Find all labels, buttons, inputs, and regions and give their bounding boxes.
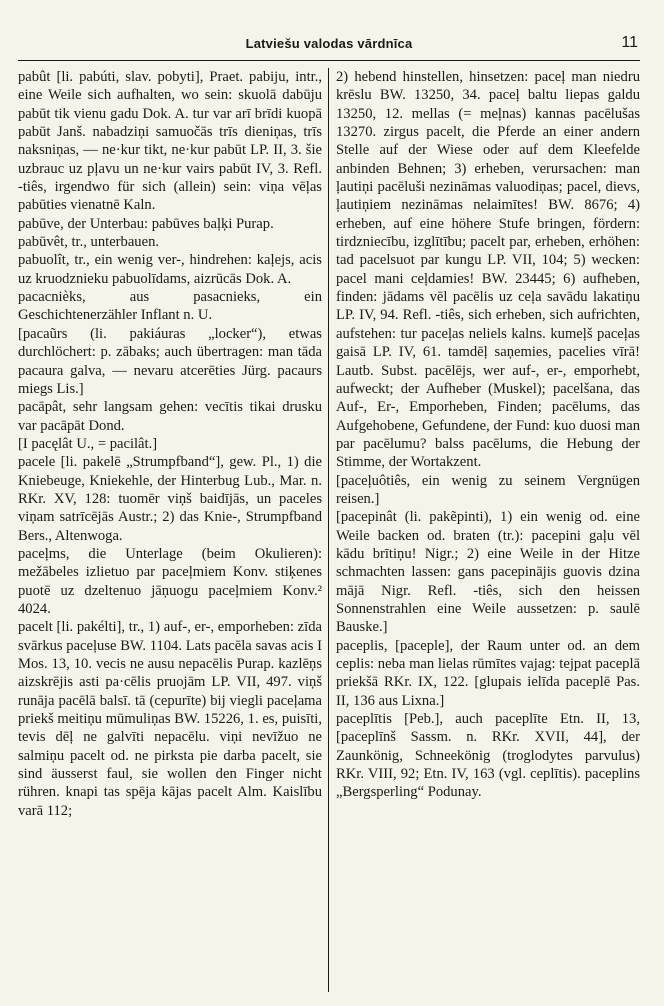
page-header: [18, 34, 640, 61]
entry-pacelt-continued: 2) hebend hinstellen, hinsetzen: paceļ man niedru krēslu BW. 13250, 34. paceļ baltu liepas galdu 13250, 12. mellas (= meļnas) kannas pacēlušas 13270. zirgus pacelt, die Pferde an einer andern Stelle auf der Wiese oder auf dem Kleefelde anbinden Behnen; 3) erheben, verursachen: man ļautiņi pacēluši nezināmas valuodiņas; pacel, dievs, ļautiņiem nezināmas nelaimītes! BW. 8676; 4) erheben, auf eine höhere Stufe bringen, fördern: tirdzniecību, izglītību; pacelt par, erheben, erhöhen: tad pacelsuot par kungu LP. VII, 104; 5) wecken: pacel mani ceļdamies! BW. 23445; 6) aufheben, finden: jādams vēl pacēlis uz ceļa savādu lakatiņu LP. IV, 94. Refl. -tiês, sich erheben, sich aufrichten, aufstehen: tur paceļas neliels kalns. kumeļš paceļas gaisā LP. IV, 61. tamdēļ saņemies, pacelies vīrā! Lautb. Subst. pacēlējs, wer auf-, er-, emporhebt, aufweckt; der Aufheber (Muskel); pacelšana, das Auf-, Er-, Emporheben, Finden; pacēlums, das Aufgehobene, Gefundene, der Fund: kuo duosi man par pacēlumu? balss pacēlums, die Hebung der Stimme, der Wortakzent.: [336, 69, 640, 471]
entry-pacacnieks: pacacnièks, aus pasacnieks, ein Geschichtenerzähler Inflant n. U.: [18, 289, 322, 324]
entry-pabuve: pabūve, der Unterbau: pabūves baļķi Purap.: [18, 215, 274, 232]
columns: [18, 68, 640, 996]
entry-pacelms: paceļms, die Unterlage (beim Okulieren): mežābeles izlietuo par paceļmiem Konv. stiķenes puotē uz dzeltenuo jāņuogu paceļmiem Konv.² 4024.: [18, 545, 322, 617]
page-title: Latviešu valodas vārdnīca: [245, 36, 413, 51]
entry-pacelat: [I pacęlât U., = pacilât.]: [18, 435, 158, 452]
entry-pacapat: pacāpât, sehr langsam gehen: vecītis tikai drusku var pacāpāt Dond.: [18, 399, 322, 434]
entry-pacele: pacele [li. pakelē „Strumpfband“], gew. Pl., 1) die Kniebeuge, Kniekehle, der Hinterbug Lub., Mar. n. RKr. XV, 128: tuomēr viņš baidījās, un paceles viņam satrīcējās Austr.; 2) das Knie-, Strumpfband Bers., Altenwoga.: [18, 454, 322, 544]
entry-pabuvet: pabūvêt, tr., unterbauen.: [18, 234, 160, 251]
entry-paceluoties: [paceļuôtiês, ein wenig zu seinem Vergnügen reisen.]: [336, 472, 640, 507]
left-column: [18, 68, 322, 996]
entry-pabut: pabût [li. pabúti, slav. pobyti], Praet. pabiju, intr., eine Weile sich aufhalten, wo sein: skuolā dabūju pabūt tik vienu gadu Dok. A. tur var arī brīdi kuopā pabūt Janš. nabadziņi samuočās trīs dieniņas, trīs naksniņas, — ne·kur tikt, ne·kur pabūt LP. II, 3. šie uzbrauc uz pļavu un ne·kur vairs pabūt IV, 3. Refl. -tiês, irgendwo für sich (allein) sein: viņa vēļas pabūties vienatnē Kaln.: [18, 69, 322, 214]
entry-paceplitis: paceplītis [Peb.], auch paceplīte Etn. II, 13, [paceplīnš Sassm. n. RKr. XVII, 44], der Zaunkönig, Schneekönig (troglodytes parvulus) RKr. VIII, 92; Etn. IV, 163 (vgl. ceplītis). paceplins „Bergsperling“ Podunay.: [336, 711, 640, 801]
entry-paceplis: paceplis, [paceple], der Raum unter od. an dem ceplis: neba man lielas rūmītes vajag: tejpat paceplā priekšā RKr. IX, 122. [glupais ielīda paceplē Pas. II, 136 aus Lixna.]: [336, 637, 640, 709]
entry-pacelt: pacelt [li. pakélti], tr., 1) auf-, er-, emporheben: zīda svārkus paceļuse BW. 1104. Lats pacēla savas acis I Mos. 13, 10. vecis ne ausu nepacēlis Purap. kazlēņs aizskrējis asti pa·cēlis pruojām LP. VII, 497. viņš runāja pacēlā balsī. tā (cepurīte) bij viegli paceļama priekš meitiņu mūmuliņas BW. 15226, 1. es, puisīti, tevis dēļ ne galvīti nepacēlu. viņi nevīžuo ne salmiņu pacelt od. ne pirksta pie darba pacelt, sie sind äusserst faul, sie wollen den Finger nicht rühren. knapi tas spēja kājas pacelt Alm. Kaislību varā 112;: [18, 619, 322, 819]
entry-pacepinat: [pacepinât (li. pakẽpinti), 1) ein wenig od. eine Weile backen od. braten (tr.): pacepini gaļu vēl kādu brītiņu! Nigr.; 2) eine Weile in der Hitze schmachten lassen: gans pacepinājis guovis dzina mājā Nigr. Refl. -tiês, sich den heissen Sonnenstrahlen eine Weile aussetzen: p. saulē Bauske.]: [336, 509, 640, 636]
right-column: [336, 68, 640, 996]
page-number: 11: [621, 34, 638, 51]
entry-pacaurs: [pacaũrs (li. pakiáuras „locker“), etwas durchlöchert: p. zābaks; auch übertragen: man tāda pacaura galva, — nevaru atcerēties Jürg. pacaurs miegs Lis.]: [18, 325, 322, 397]
entry-pabuolit: pabuolît, tr., ein wenig ver-, hindrehen: kaļejs, acis uz kruodznieku pabuolīdams, aizrūcās Dok. A.: [18, 252, 322, 287]
